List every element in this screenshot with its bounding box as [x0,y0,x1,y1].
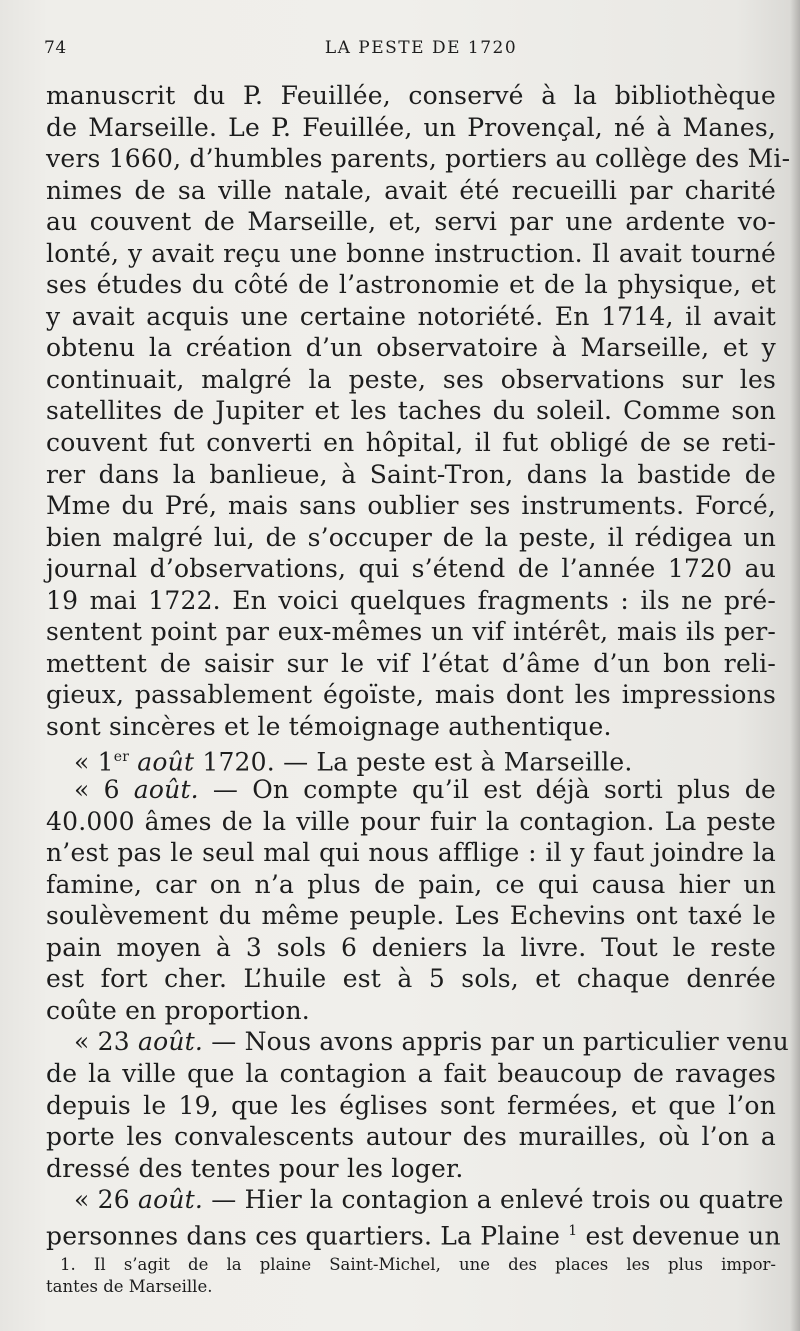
body-line: depuis le 19, que les églises sont fermées, et que l’on [46,1090,776,1120]
body-line: vers 1660, d’humbles parents, portiers au collège des Mi- [46,144,791,174]
body-line: rer dans la banlieue, à Saint-Tron, dans la bastide de [46,459,776,489]
footnote-line: 1. Il s’agit de la plaine Saint-Michel, une des places les plus impor- [60,1255,776,1274]
body-line: pain moyen à 3 sols 6 deniers la livre. Tout le reste [46,932,776,962]
entry-text: — Nous avons appris par un particulier venu [203,1027,789,1057]
body-line: obtenu la création d’un observatoire à Marseille, et y [46,333,776,363]
journal-entry-3-first-line [46,1026,789,1058]
entry-text: 1720. — La peste est à Marseille. [194,747,633,777]
journal-entry-4-first-line [46,1184,784,1216]
body-line: manuscrit du P. Feuillée, conservé à la bibliothèque [46,81,776,110]
entry-text: — Hier la contagion a enlevé trois ou quatre [203,1185,784,1215]
journal-entry-4-second-line [46,1216,781,1251]
journal-entry-1 [46,742,776,777]
entry-quote: « 1 [74,747,114,777]
journal-entry-2-first-line [46,774,776,806]
page-header [0,38,800,62]
body-line: journal d’observations, qui s’étend de l’année 1720 au [46,554,776,584]
body-line: 19 mai 1722. En voici quelques fragments : ils ne pré- [46,585,776,615]
footnotes [46,1254,776,1298]
body-line: est fort cher. L’huile est à 5 sols, et chaque denrée [46,964,776,994]
body-line: satellites de Jupiter et les taches du soleil. Comme son [46,396,776,426]
ordinal-suffix: er [113,749,130,766]
running-title: LA PESTE DE 1720 [324,38,518,58]
body-line: de Marseille. Le P. Feuillée, un Provençal, né à Manes, [46,112,776,142]
body-line: lonté, y avait reçu une bonne instruction. Il avait tourné [46,238,776,268]
body-line: soulèvement du même peuple. Les Echevins ont taxé le [46,901,776,931]
entry-text: personnes dans ces quartiers. La Plaine [46,1221,569,1251]
body-line: nimes de sa ville natale, avait été recueilli par charité [46,175,776,205]
entry-date: août. [138,1027,204,1057]
page-edge-shadow [790,0,800,1331]
body-line: de la ville que la contagion a fait beaucoup de ravages [46,1058,776,1088]
body-line: bien malgré lui, de s’occuper de la peste, il rédigea un [46,522,776,552]
entry-date: août. [138,1185,204,1215]
entry-text: est devenue un [577,1221,781,1251]
body-text [46,80,791,1251]
body-line: famine, car on n’a plus de pain, ce qui causa hier un [46,869,776,899]
body-line: dressé des tentes pour les loger. [46,1153,464,1183]
body-line: gieux, passablement égoïste, mais dont les impressions [46,680,776,710]
body-line: sentent point par eux-mêmes un vif intérêt, mais ils per- [46,617,776,647]
body-line: n’est pas le seul mal qui nous afflige : il y faut joindre la [46,838,776,868]
body-line: couvent fut converti en hôpital, il fut obligé de se reti- [46,428,776,458]
body-line: ses études du côté de l’astronomie et de la physique, et [46,270,776,300]
body-line: y avait acquis une certaine notoriété. En 1714, il avait [46,301,776,331]
footnote-reference: 1 [568,1222,578,1239]
entry-quote: « 23 [74,1027,139,1057]
body-line: continuait, malgré la peste, ses observations sur les [46,364,776,394]
body-line: coûte en proportion. [46,995,310,1025]
page-number: 74 [44,38,67,58]
body-line: porte les convalescents autour des murailles, où l’on a [46,1122,776,1152]
body-line: sont sincères et le témoignage authentique. [46,711,612,741]
entry-date: août [137,747,195,777]
entry-quote: « 6 [74,775,134,805]
footnote-line: tantes de Marseille. [46,1277,213,1296]
entry-quote: « 26 [74,1185,139,1215]
body-line: mettent de saisir sur le vif l’état d’âme d’un bon reli- [46,648,776,678]
entry-date: août. [133,775,199,805]
body-line: au couvent de Marseille, et, servi par une ardente vo- [46,207,776,237]
entry-text: — On compte qu’il est déjà sorti plus de [198,775,776,805]
body-line: Mme du Pré, mais sans oublier ses instruments. Forcé, [46,491,776,521]
body-line: 40.000 âmes de la ville pour fuir la contagion. La peste [46,806,776,836]
